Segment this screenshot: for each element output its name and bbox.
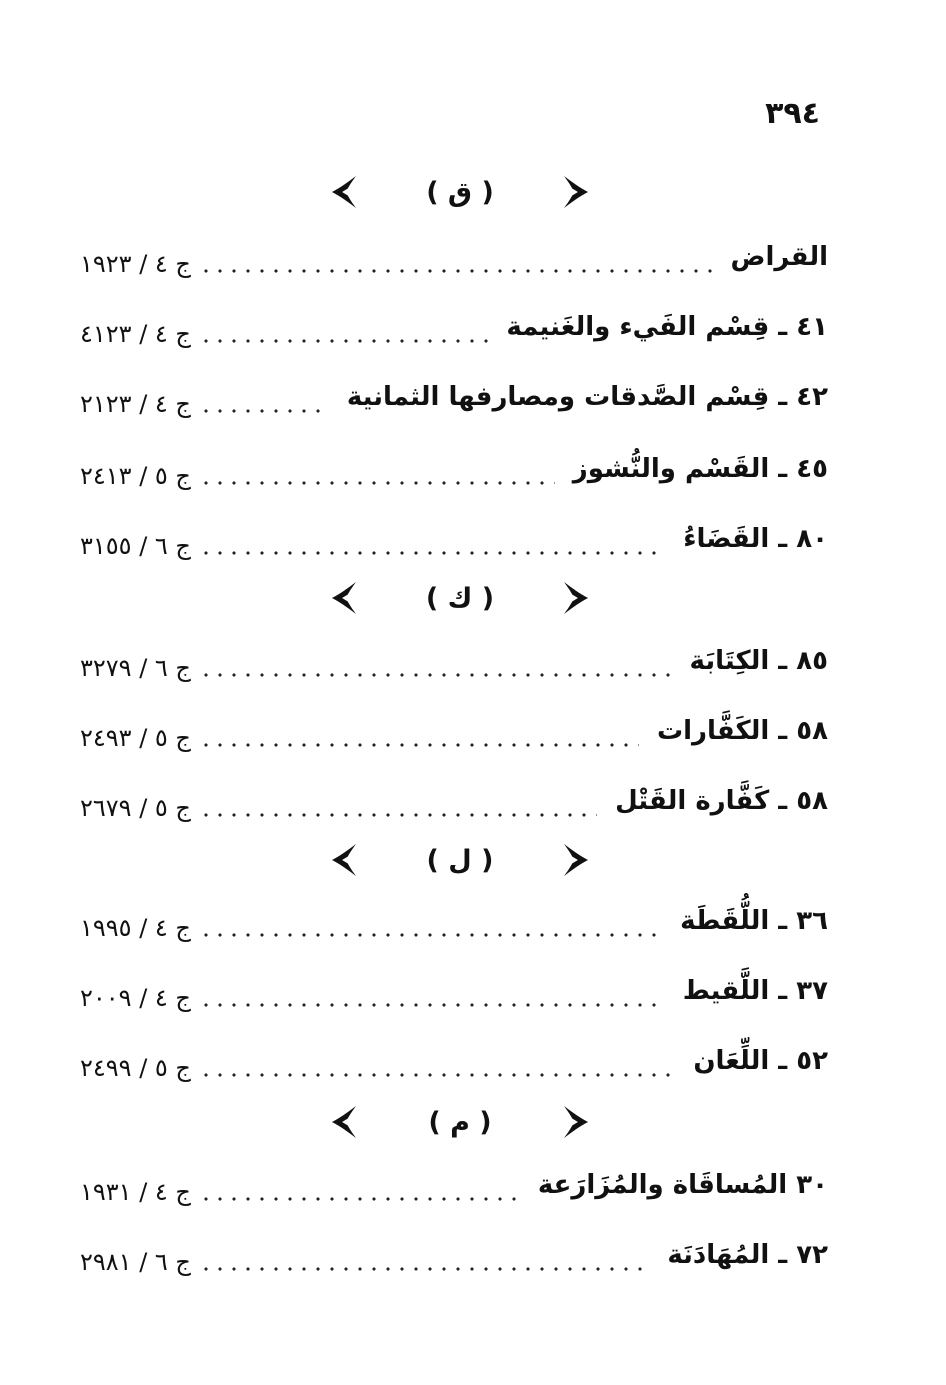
dot-leader [199, 1230, 649, 1280]
dot-leader [199, 636, 672, 686]
section-header-kaf [330, 576, 590, 620]
ornament-left-icon [330, 578, 358, 618]
dot-leader [199, 1036, 675, 1086]
entry-title: ٤٢ ـ قِسْم الصَّدقات ومصارفها الثمانية [346, 382, 828, 412]
index-entry [80, 514, 828, 564]
dot-leader [199, 706, 639, 756]
ornament-left-icon [330, 1102, 358, 1142]
dot-leader [199, 232, 713, 282]
index-entry [80, 636, 828, 686]
ornament-right-icon [562, 578, 590, 618]
entry-reference: ج ٦ / ٣١٥٥ [80, 532, 191, 560]
index-entry [80, 232, 828, 282]
entry-reference: ج ٦ / ٣٢٧٩ [80, 654, 191, 682]
entry-title: القراض [730, 242, 828, 272]
section-letter: ( ك ) [425, 582, 495, 614]
entry-reference: ج ٥ / ٢٤٩٩ [80, 1054, 191, 1082]
index-entry [80, 896, 828, 946]
entry-reference: ج ٤ / ٢٠٠٩ [80, 984, 191, 1012]
index-entry [80, 1230, 828, 1280]
entry-title: ٤٥ ـ القَسْم والنُّشوز [572, 454, 828, 484]
dot-leader [199, 966, 665, 1016]
section-header-qaf [330, 170, 590, 214]
index-entry [80, 706, 828, 756]
index-entry [80, 1036, 828, 1086]
entry-reference: ج ٤ / ١٩٢٣ [80, 250, 191, 278]
index-entry [80, 302, 828, 352]
section-header-mim [330, 1100, 590, 1144]
dot-leader [199, 776, 597, 826]
index-entry [80, 776, 828, 826]
entry-reference: ج ٤ / ٢١٢٣ [80, 390, 191, 418]
entry-title: ٣٠ المُساقَاة والمُزَارَعة [537, 1170, 828, 1200]
entry-title: ٥٢ ـ اللِّعَان [693, 1046, 828, 1076]
entry-reference: ج ٦ / ٢٩٨١ [80, 1248, 191, 1276]
entry-title: ٨٠ ـ القَضَاءُ [683, 524, 828, 554]
section-header-lam [330, 838, 590, 882]
entry-title: ٣٦ ـ اللُّقَطَة [680, 906, 828, 936]
entry-reference: ج ٤ / ١٩٣١ [80, 1178, 191, 1206]
section-letter: ( م ) [428, 1106, 492, 1138]
entry-title: ٨٥ ـ الكِتَابَة [689, 646, 828, 676]
entry-reference: ج ٤ / ١٩٩٥ [80, 914, 191, 942]
dot-leader [199, 1160, 520, 1210]
index-entry [80, 372, 828, 422]
entry-reference: ج ٥ / ٢٦٧٩ [80, 794, 191, 822]
index-entry [80, 1160, 828, 1210]
dot-leader [199, 372, 329, 422]
section-letter: ( ل ) [426, 844, 494, 876]
entry-title: ٧٢ ـ المُهَادَنَة [667, 1240, 828, 1270]
dot-leader [199, 302, 488, 352]
entry-title: ٥٨ ـ الكَفَّارات [656, 716, 828, 746]
entry-reference: ج ٥ / ٢٤١٣ [80, 462, 191, 490]
entry-title: ٥٨ ـ كَفَّارة القَتْل [615, 786, 828, 816]
dot-leader [199, 514, 665, 564]
entry-title: ٤١ ـ قِسْم الفَيء والغَنيمة [506, 312, 828, 342]
index-entry [80, 966, 828, 1016]
ornament-left-icon [330, 172, 358, 212]
index-entry [80, 444, 828, 494]
dot-leader [199, 896, 662, 946]
entry-reference: ج ٥ / ٢٤٩٣ [80, 724, 191, 752]
ornament-right-icon [562, 1102, 590, 1142]
ornament-right-icon [562, 840, 590, 880]
section-letter: ( ق ) [426, 176, 494, 208]
ornament-right-icon [562, 172, 590, 212]
entry-reference: ج ٤ / ٤١٢٣ [80, 320, 191, 348]
dot-leader [199, 444, 555, 494]
entry-title: ٣٧ ـ اللَّقيط [682, 976, 828, 1006]
page-number: ٣٩٤ [765, 96, 820, 131]
ornament-left-icon [330, 840, 358, 880]
